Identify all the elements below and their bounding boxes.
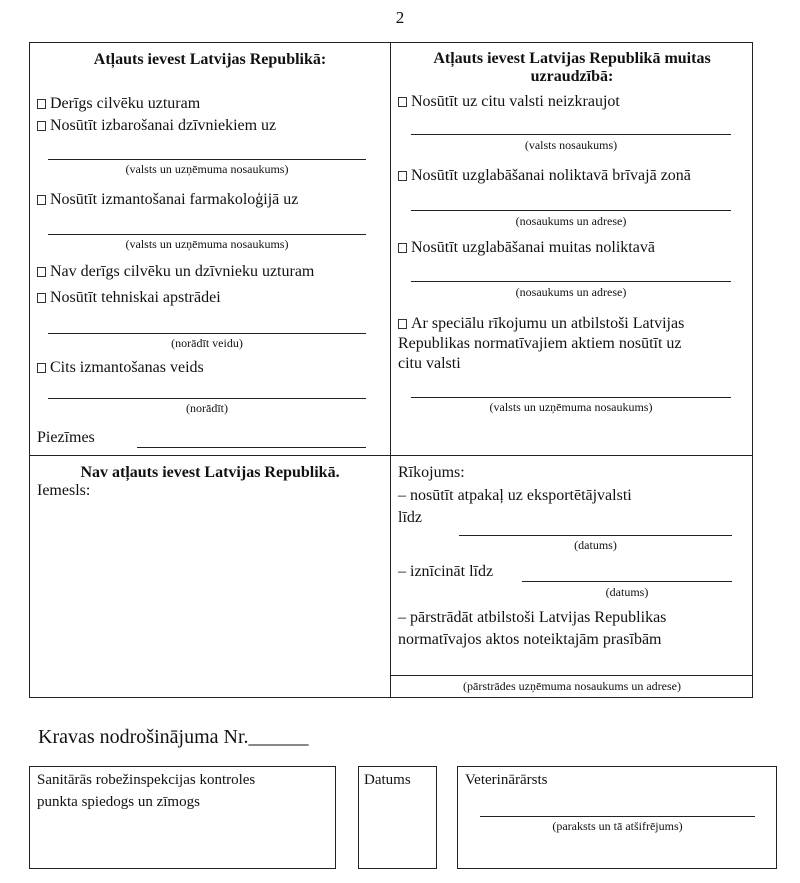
checkbox-icon[interactable] xyxy=(398,319,407,329)
checkbox-icon[interactable] xyxy=(37,267,46,277)
fill-line[interactable] xyxy=(411,281,731,282)
caption-country-company-3: (valsts un uzņēmuma nosaukums) xyxy=(489,400,653,414)
caption-processing-company: (pārstrādes uzņēmuma nosaukums un adrese) xyxy=(463,679,681,693)
option-pharmacology[interactable]: Nosūtīt izmantošanai farmakoloģijā uz xyxy=(37,190,298,210)
caption-country-company-1: (valsts un uzņēmuma nosaukums) xyxy=(125,162,289,176)
column-divider xyxy=(390,42,391,698)
option-customs-warehouse[interactable]: Nosūtīt uzglabāšanai muitas noliktavā xyxy=(398,238,655,258)
destroy-label: – iznīcināt līdz xyxy=(398,563,494,580)
caption-country-company-2: (valsts un uzņēmuma nosaukums) xyxy=(125,237,289,251)
fill-line[interactable] xyxy=(48,234,366,235)
option-other-use[interactable]: Cits izmantošanas veids xyxy=(37,358,204,378)
checkbox-icon[interactable] xyxy=(398,171,407,181)
right-top-header-line2: uzraudzībā: xyxy=(530,68,614,85)
right-top-header-line1: Atļauts ievest Latvijas Republikā muitas xyxy=(433,50,711,67)
left-top-header: Atļauts ievest Latvijas Republikā: xyxy=(93,51,327,68)
checkbox-icon[interactable] xyxy=(398,243,407,253)
special-order-line2: Republikas normatīvajiem aktiem nosūtīt uz xyxy=(398,335,682,352)
checkbox-icon[interactable] xyxy=(398,97,407,107)
order-label: Rīkojums: xyxy=(398,464,465,481)
option-send-other-country[interactable]: Nosūtīt uz citu valsti neizkraujot xyxy=(398,92,620,112)
caption-name-address-2: (nosaukums un adrese) xyxy=(515,285,627,299)
send-back-line1: – nosūtīt atpakaļ uz eksportētājvalsti xyxy=(398,487,632,504)
left-bottom-header: Nav atļauts ievest Latvijas Republikā. xyxy=(80,464,340,481)
fill-line[interactable] xyxy=(48,159,366,160)
checkbox-icon[interactable] xyxy=(37,195,46,205)
date-line-2[interactable] xyxy=(522,581,732,582)
option-animal-feed[interactable]: Nosūtīt izbarošanai dzīvniekiem uz xyxy=(37,116,276,136)
notes-label: Piezīmes xyxy=(37,429,95,446)
caption-date-1: (datums) xyxy=(574,538,617,552)
cargo-number-label: Kravas nodrošinājuma Nr.______ xyxy=(38,726,309,748)
reason-label: Iemesls: xyxy=(37,482,91,499)
fill-line[interactable] xyxy=(48,398,366,399)
signature-line[interactable] xyxy=(480,816,755,817)
option-fit-for-human[interactable]: Derīgs cilvēku uzturam xyxy=(37,94,200,114)
checkbox-icon[interactable] xyxy=(37,363,46,373)
signature-caption: (paraksts un tā atšifrējums) xyxy=(552,819,683,833)
row-divider xyxy=(29,455,753,456)
stamp-label-line1: Sanitārās robežinspekcijas kontroles xyxy=(37,772,256,788)
checkbox-icon[interactable] xyxy=(37,293,46,303)
option-free-zone-warehouse[interactable]: Nosūtīt uzglabāšanai noliktavā brīvajā zonā xyxy=(398,166,691,186)
fill-line[interactable] xyxy=(411,134,731,135)
special-order-line3: citu valsti xyxy=(398,355,461,372)
option-special-order[interactable]: Ar speciālu rīkojumu un atbilstoši Latvijas xyxy=(398,314,684,334)
notes-line[interactable] xyxy=(137,447,366,448)
stamp-label-line2: punkta spiedogs un zīmogs xyxy=(37,794,200,810)
caption-country-name: (valsts nosaukums) xyxy=(524,138,618,152)
page-number: 2 xyxy=(395,8,405,27)
caption-name-address-1: (nosaukums un adrese) xyxy=(515,214,627,228)
fill-line[interactable] xyxy=(411,397,731,398)
process-line2: normatīvajos aktos noteiktajām prasībām xyxy=(398,631,662,648)
process-line1: – pārstrādāt atbilstoši Latvijas Republikas xyxy=(398,609,667,626)
caption-date-2: (datums) xyxy=(605,585,649,599)
fill-line[interactable] xyxy=(48,333,366,334)
vet-label: Veterinārārsts xyxy=(465,772,548,788)
option-not-fit[interactable]: Nav derīgs cilvēku un dzīvnieku uzturam xyxy=(37,262,314,282)
option-technical-processing[interactable]: Nosūtīt tehniskai apstrādei xyxy=(37,288,221,308)
fill-line[interactable] xyxy=(391,675,753,676)
fill-line[interactable] xyxy=(411,210,731,211)
checkbox-icon[interactable] xyxy=(37,99,46,109)
checkbox-icon[interactable] xyxy=(37,121,46,131)
date-line-1[interactable] xyxy=(459,535,732,536)
date-label: Datums xyxy=(364,772,411,788)
caption-specify: (norādīt) xyxy=(186,401,228,415)
until-label: līdz xyxy=(398,509,422,526)
caption-specify-type: (norādīt veidu) xyxy=(171,336,243,350)
